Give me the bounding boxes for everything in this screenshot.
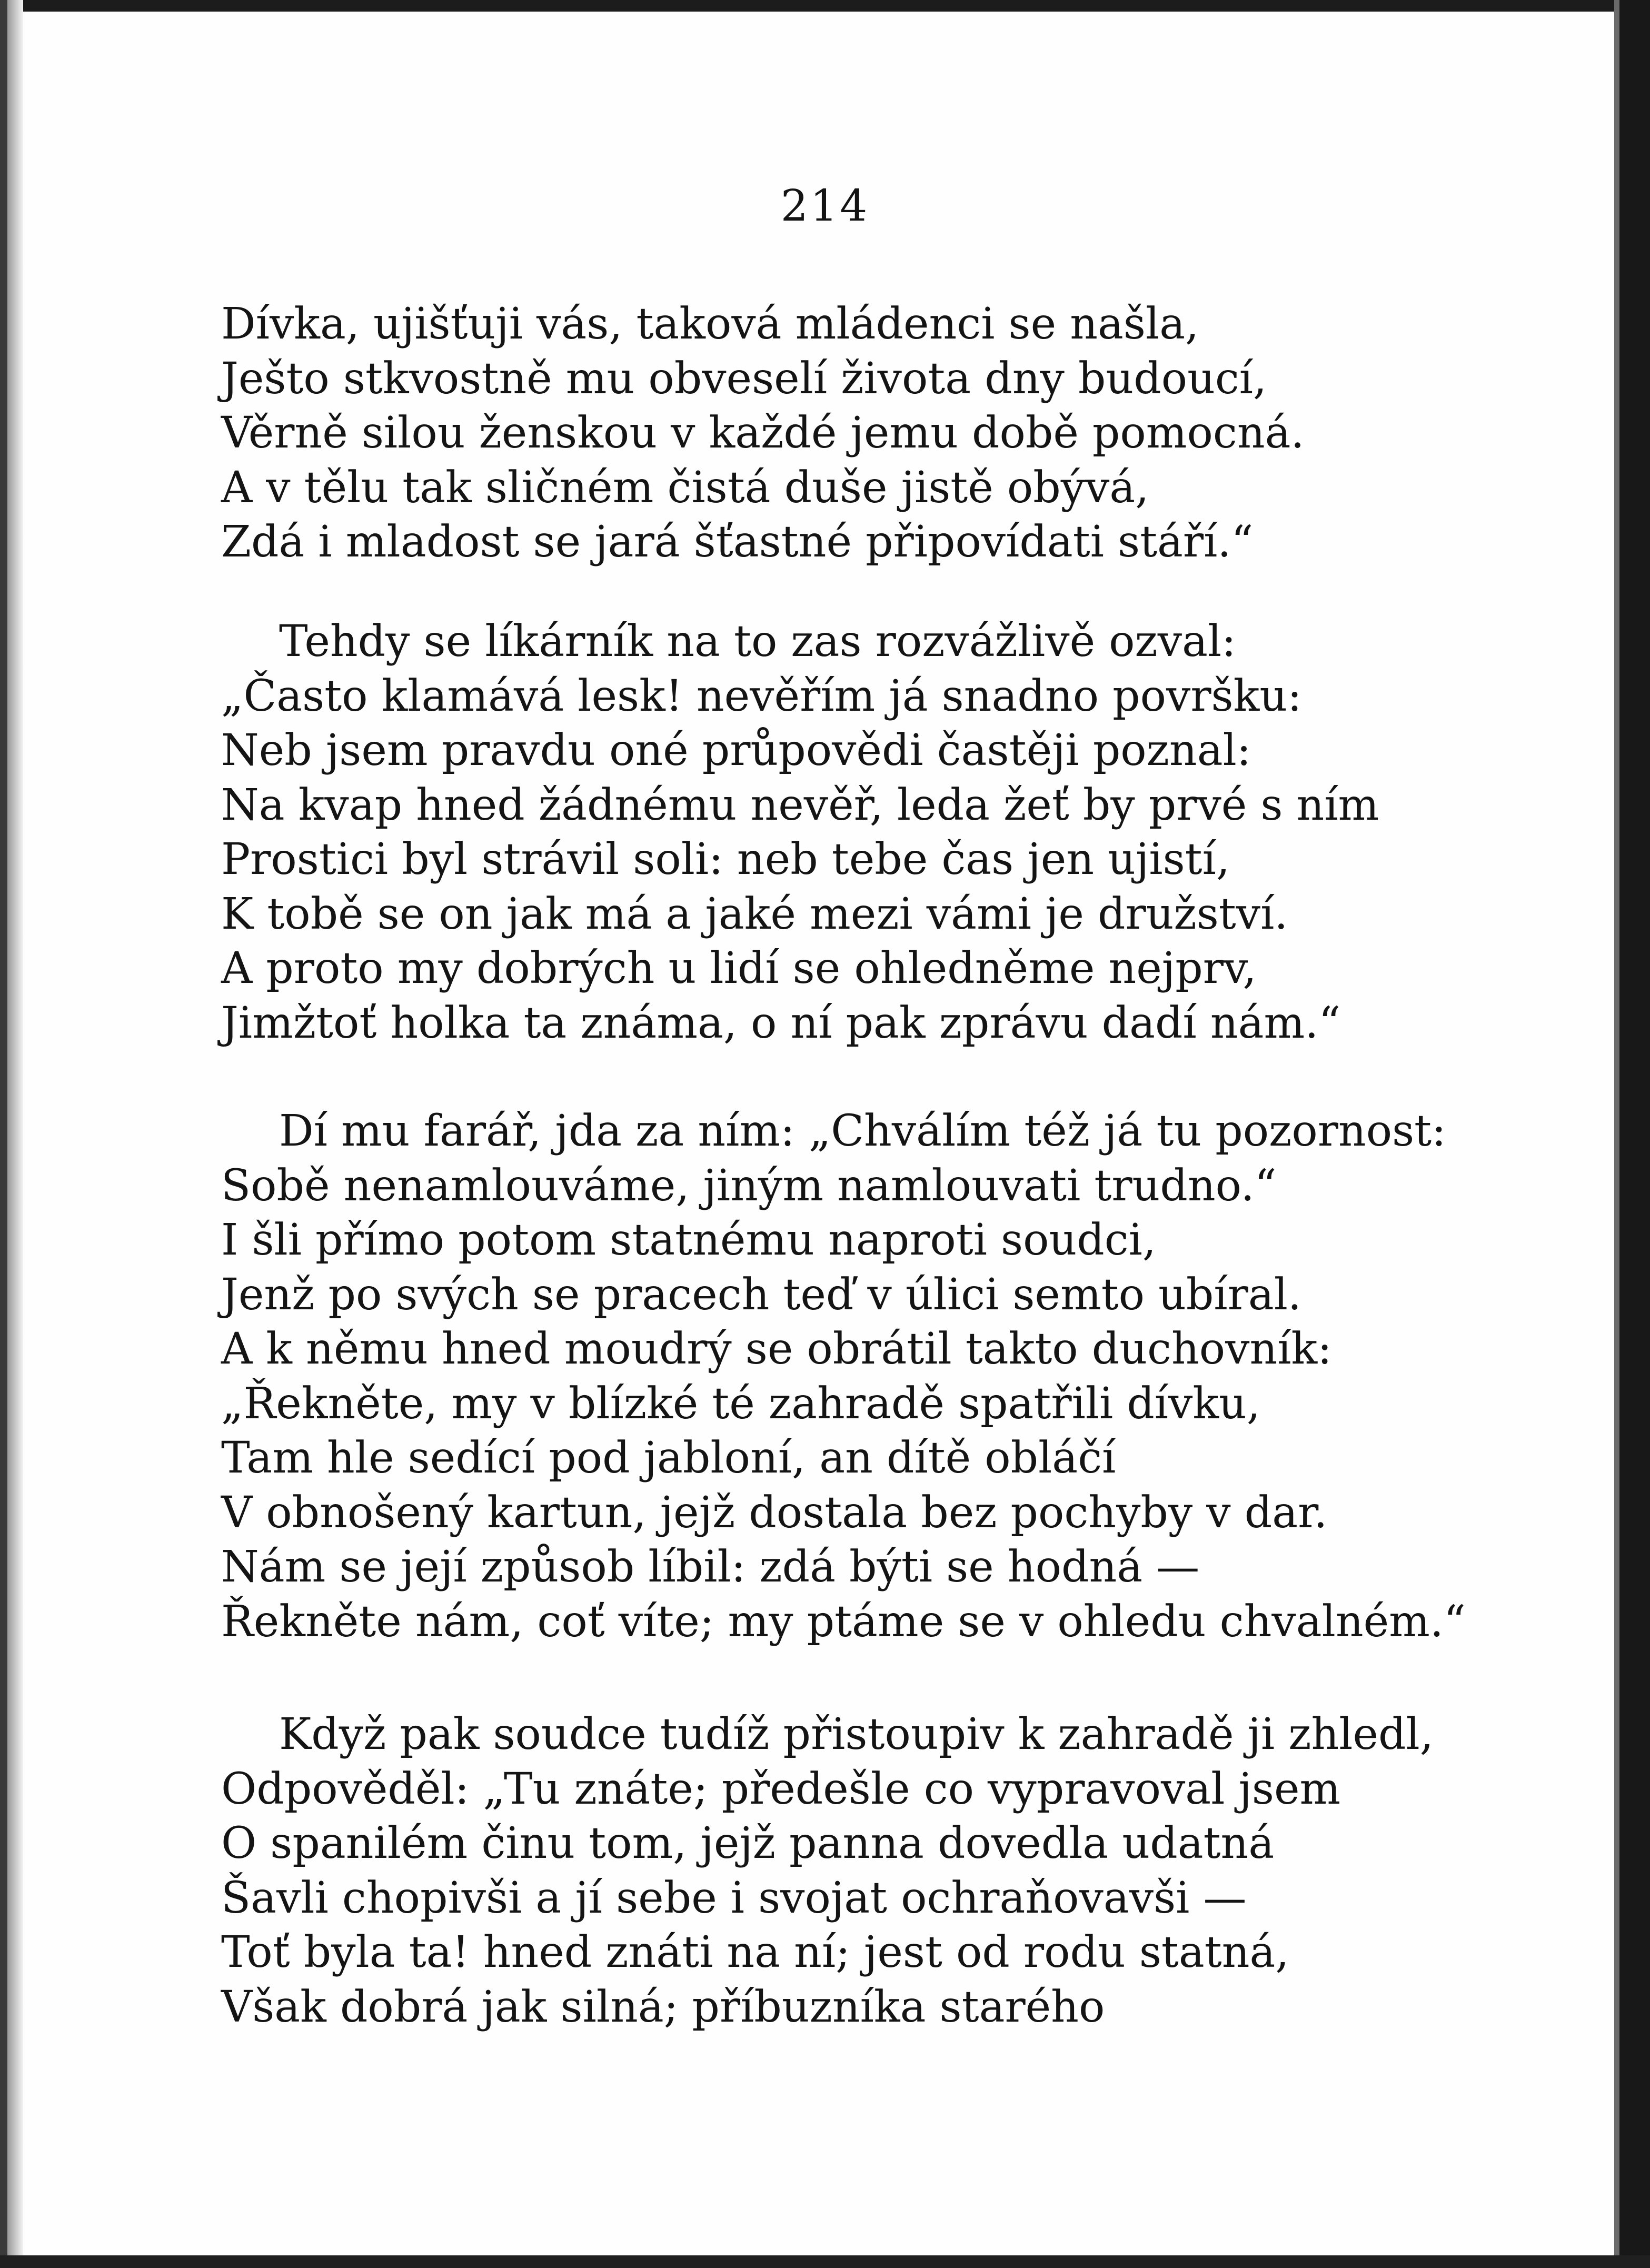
verse-line: „Často klamává lesk! nevěřím já snadno površku: xyxy=(221,671,1302,721)
verse-line: „Řekněte, my v blízké té zahradě spatřili dívku, xyxy=(221,1378,1260,1429)
verse-line: A k němu hned moudrý se obrátil takto duchovník: xyxy=(221,1324,1332,1374)
verse-line: Jimžtoť holka ta známa, o ní pak zprávu dadí nám.“ xyxy=(221,998,1341,1048)
verse-line: Šavli chopivši a jí sebe i svojat ochraňovavši — xyxy=(221,1873,1247,1923)
scan-edge-left-shadow xyxy=(7,0,23,2268)
stanza-2 xyxy=(221,614,1379,1050)
verse-line: Zdá i mladost se jará šťastné připovídati stáří.“ xyxy=(221,517,1254,567)
verse-line: Když pak soudce tudíž přistoupiv k zahradě ji zhledl, xyxy=(279,1709,1434,1759)
page-number: 214 xyxy=(780,181,870,231)
verse-line: Tehdy se líkárník na to zas rozvážlivě ozval: xyxy=(279,616,1236,667)
verse-line: V obnošený kartun, jejž dostala bez pochyby v dar. xyxy=(221,1487,1328,1538)
stanza-1 xyxy=(221,297,1305,570)
verse-line: A proto my dobrých u lidí se ohledněme nejprv, xyxy=(221,943,1257,993)
verse-line: Ješto stkvostně mu obveselí života dny budoucí, xyxy=(221,353,1267,404)
verse-line: Neb jsem pravdu oné průpovědi častěji poznal: xyxy=(221,725,1251,775)
verse-line: Jenž po svých se pracech teď v úlici semto ubíral. xyxy=(221,1269,1302,1320)
verse-line: Odpověděl: „Tu znáte; předešle co vypravoval jsem xyxy=(221,1764,1341,1814)
scan-edge-bottom xyxy=(0,2255,1650,2268)
verse-line: Toť byla ta! hned znáti na ní; jest od rodu statná, xyxy=(221,1927,1289,1977)
verse-line: I šli přímo potom statnému naproti soudci, xyxy=(221,1215,1156,1265)
verse-line: Však dobrá jak silná; příbuzníka starého xyxy=(221,1982,1105,2032)
scan-edge-left xyxy=(0,0,7,2268)
verse-line: O spanilém činu tom, jejž panna dovedla udatná xyxy=(221,1818,1275,1868)
verse-line: Dí mu farář, jda za ním: „Chválím též já tu pozornost: xyxy=(279,1106,1446,1156)
scan-edge-top xyxy=(0,0,1650,12)
stanza-3 xyxy=(221,1104,1466,1649)
verse-line: Řekněte nám, coť víte; my ptáme se v ohledu chvalném.“ xyxy=(221,1596,1466,1647)
verse-line: Věrně silou ženskou v každé jemu době pomocná. xyxy=(221,408,1305,458)
scan-edge-right xyxy=(1619,0,1650,2268)
verse-line: Tam hle sedící pod jabloní, an dítě obláčí xyxy=(221,1433,1116,1483)
verse-line: Dívka, ujišťuji vás, taková mládenci se našla, xyxy=(221,299,1199,349)
verse-line: Prostici byl strávil soli: neb tebe čas jen ujistí, xyxy=(221,834,1230,884)
verse-line: Nám se její způsob líbil: zdá býti se hodná — xyxy=(221,1542,1200,1592)
verse-line: K tobě se on jak má a jaké mezi vámi je družství. xyxy=(221,889,1288,939)
stanza-4 xyxy=(221,1707,1434,2034)
scan-edge-right-shadow xyxy=(1614,0,1619,2268)
verse-line: Na kvap hned žádnému nevěř, leda žeť by prvé s ním xyxy=(221,780,1379,830)
verse-line: Sobě nenamlouváme, jiným namlouvati trudno.“ xyxy=(221,1160,1277,1211)
verse-line: A v tělu tak sličném čistá duše jistě obývá, xyxy=(221,462,1149,513)
